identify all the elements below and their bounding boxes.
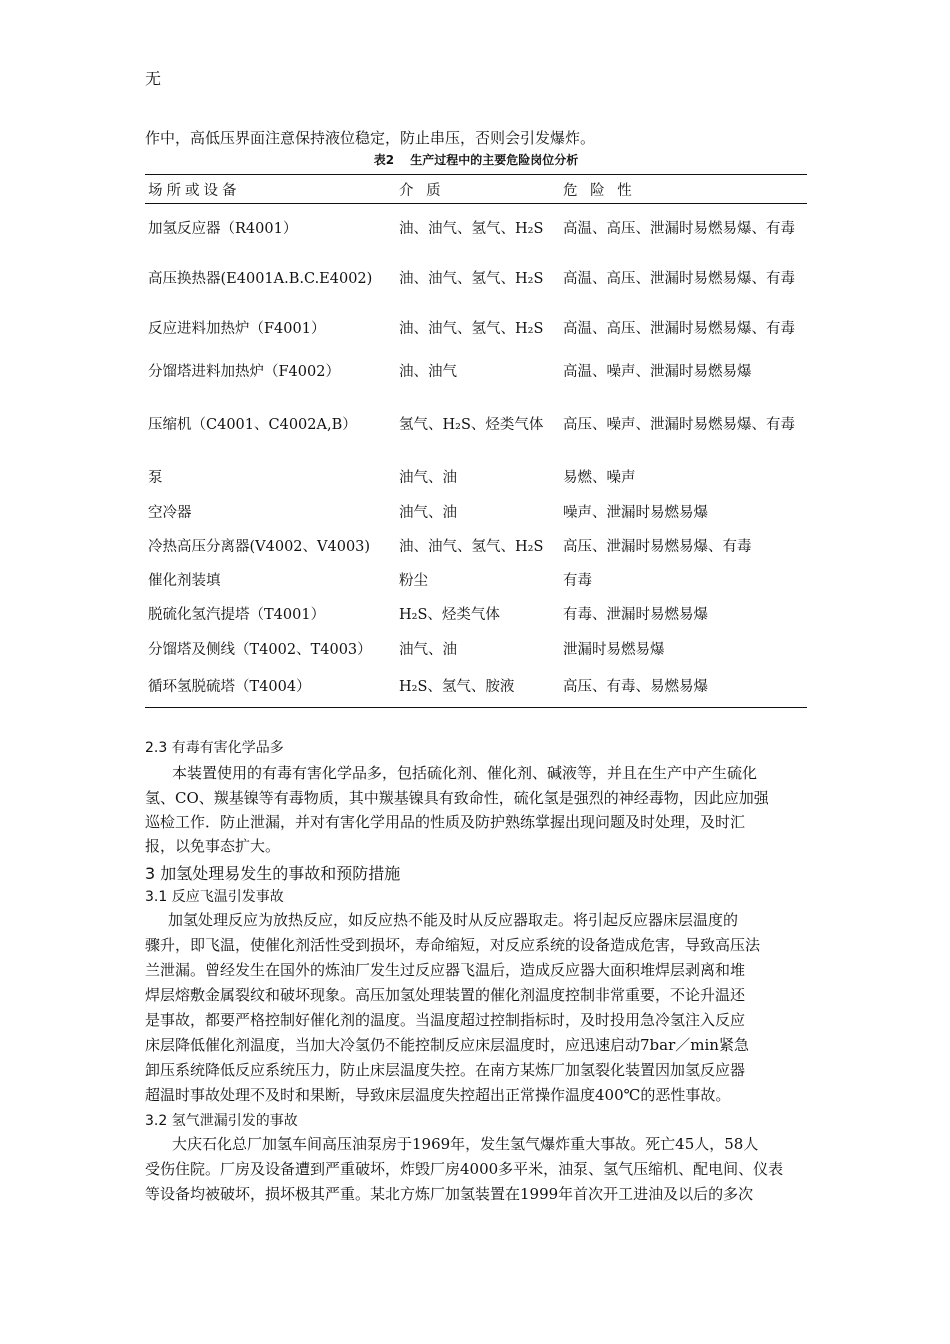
section-3-1-line: 卸压系统降低反应系统压力，防止床层温度失控。在南方某炼厂加氢裂化装置因加氢反应器 <box>145 1061 746 1079</box>
cell-medium: 油、油气、氢气、H₂S <box>399 270 544 287</box>
cell-medium: 油、油气、氢气、H₂S <box>399 320 544 337</box>
table-row <box>145 204 807 254</box>
table-row <box>145 460 807 496</box>
table-row <box>145 530 807 564</box>
cell-hazard: 高压、噪声、泄漏时易燃易爆、有毒 <box>563 416 795 433</box>
cell-hazard: 高温、高压、泄漏时易燃易爆、有毒 <box>563 220 795 237</box>
cell-hazard: 高温、噪声、泄漏时易燃易爆 <box>563 363 752 380</box>
table-row <box>145 390 807 460</box>
table-row <box>145 667 807 708</box>
cell-location: 分馏塔进料加热炉（F4002） <box>148 363 340 380</box>
intro-line: 作中，高低压界面注意保持液位稳定，防止串压，否则会引发爆炸。 <box>145 129 596 147</box>
table-row <box>145 254 807 304</box>
cell-location: 循环氢脱硫塔（T4004） <box>148 678 311 695</box>
section-3-2-line: 受伤住院。厂房及设备遭到严重破坏，炸毁厂房4000多平米，油泵、氢气压缩机、配电间、仪表 <box>145 1160 784 1178</box>
cell-location: 反应进料加热炉（F4001） <box>148 320 326 337</box>
cell-location: 分馏塔及侧线（T4002、T4003） <box>148 641 372 658</box>
section-3-1-line: 加氢处理反应为放热反应，如反应热不能及时从反应器取走。将引起反应器床层温度的 <box>168 911 739 929</box>
cell-location: 催化剂装填 <box>148 572 221 589</box>
cell-medium: 氢气、H₂S、烃类气体 <box>399 416 544 433</box>
hazard-table <box>145 174 807 708</box>
section-2-3-line: 报，以免事态扩大。 <box>145 837 281 855</box>
cell-location: 空冷器 <box>148 504 192 521</box>
section-2-3-line: 巡检工作．防止泄漏，并对有害化学用品的性质及防护熟练掌握出现问题及时处理，及时汇 <box>145 813 746 831</box>
section-3-2-line: 大庆石化总厂加氢车间高压油泵房于1969年，发生氢气爆炸重大事故。死亡45人，58人 <box>172 1135 759 1153</box>
section-3-heading: 3 加氢处理易发生的事故和预防措施 <box>145 864 401 883</box>
cell-medium: 粉尘 <box>399 572 428 589</box>
cell-medium: 油、油气、氢气、H₂S <box>399 538 544 555</box>
cell-hazard: 高压、泄漏时易燃易爆、有毒 <box>563 538 752 555</box>
cell-medium: 油气、油 <box>399 641 457 658</box>
cell-medium: H₂S、烃类气体 <box>399 607 500 623</box>
cell-location: 压缩机（C4001、C4002A,B） <box>148 416 357 433</box>
cell-medium: 油、油气 <box>399 363 457 380</box>
cell-medium: 油气、油 <box>399 469 457 486</box>
table-header-row <box>145 175 807 204</box>
section-3-1-line: 超温时事故处理不及时和果断，导致床层温度失控超出正常操作温度400℃的恶性事故。 <box>145 1086 731 1104</box>
cell-hazard: 易燃、噪声 <box>563 469 636 486</box>
table-row <box>145 496 807 530</box>
cell-hazard: 噪声、泄漏时易燃易爆 <box>563 504 708 521</box>
cell-hazard: 有毒 <box>563 572 592 589</box>
cell-medium: 油气、油 <box>399 504 457 521</box>
section-2-3-line: 氢、CO、羰基镍等有毒物质，其中羰基镍具有致命性，硫化氢是强烈的神经毒物，因此应加强 <box>145 789 769 807</box>
cell-location: 冷热高压分离器(V4002、V4003) <box>148 538 371 555</box>
header-medium: 介 质 <box>396 175 560 204</box>
cell-medium: H₂S、氢气、胺液 <box>399 678 515 695</box>
section-3-2-heading: 3.2 氢气泄漏引发的事故 <box>145 1113 298 1129</box>
section-3-1-line: 骤升，即飞温，使催化剂活性受到损坏，寿命缩短，对反应系统的设备造成危害，导致高压法 <box>145 936 761 954</box>
section-3-1-line: 兰泄漏。曾经发生在国外的炼油厂发生过反应器飞温后，造成反应器大面积堆焊层剥离和堆 <box>145 961 746 979</box>
cell-location: 泵 <box>148 469 163 486</box>
header-character: 无 <box>145 69 162 88</box>
section-3-1-line: 焊层熔敷金属裂纹和破坏现象。高压加氢处理装置的催化剂温度控制非常重要，不论升温还 <box>145 986 746 1004</box>
table-row <box>145 564 807 598</box>
cell-location: 加氢反应器（R4001） <box>148 220 298 237</box>
cell-hazard: 高温、高压、泄漏时易燃易爆、有毒 <box>563 320 795 337</box>
cell-location: 脱硫化氢汽提塔（T4001） <box>148 607 326 623</box>
cell-medium: 油、油气、氢气、H₂S <box>399 220 544 237</box>
table-row <box>145 598 807 633</box>
table-row <box>145 633 807 667</box>
cell-hazard: 有毒、泄漏时易燃易爆 <box>563 607 708 623</box>
section-3-1-line: 床层降低催化剂温度，当加大冷氢仍不能控制反应床层温度时，应迅速启动7bar／min紧急 <box>145 1036 749 1054</box>
cell-location: 高压换热器(E4001A.B.C.E4002) <box>148 270 373 287</box>
section-3-1-heading: 3.1 反应飞温引发事故 <box>145 889 284 905</box>
cell-hazard: 泄漏时易燃易爆 <box>563 641 665 658</box>
header-location: 场所或设备 <box>145 175 396 204</box>
header-hazard: 危 险 性 <box>560 175 807 204</box>
cell-hazard: 高压、有毒、易燃易爆 <box>563 678 708 695</box>
section-3-1-line: 是事故，都要严格控制好催化剂的温度。当温度超过控制指标时，及时投用急冷氢注入反应 <box>145 1011 746 1029</box>
table-row <box>145 354 807 390</box>
section-2-3-heading: 2.3 有毒有害化学品多 <box>145 740 284 756</box>
table-row <box>145 304 807 354</box>
cell-hazard: 高温、高压、泄漏时易燃易爆、有毒 <box>563 270 795 287</box>
section-2-3-line: 本装置使用的有毒有害化学品多，包括硫化剂、催化剂、碱液等，并且在生产中产生硫化 <box>172 764 758 782</box>
table-caption: 表2 生产过程中的主要危险岗位分析 <box>373 153 579 167</box>
section-3-2-line: 等设备均被破坏，损坏极其严重。某北方炼厂加氢装置在1999年首次开工进油及以后的多次 <box>145 1185 754 1203</box>
